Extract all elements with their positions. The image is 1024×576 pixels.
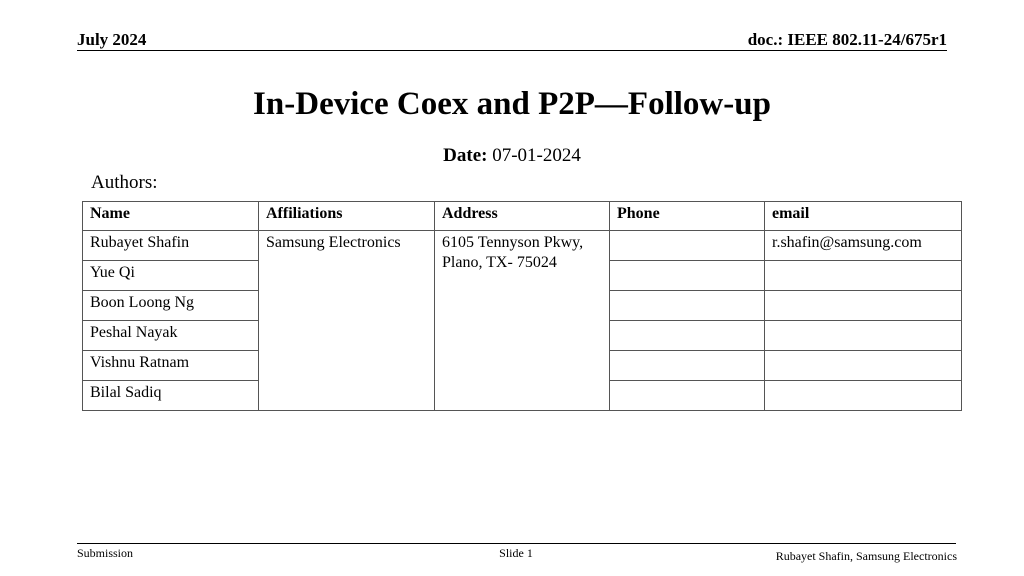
author-phone xyxy=(610,261,765,291)
author-email xyxy=(765,351,962,381)
author-email xyxy=(765,381,962,411)
author-phone xyxy=(610,381,765,411)
footer-submission: Submission xyxy=(77,546,134,560)
col-header-address: Address xyxy=(435,202,610,231)
author-address xyxy=(435,231,610,411)
footer-rule xyxy=(77,543,956,544)
author-email xyxy=(765,261,962,291)
author-phone xyxy=(610,351,765,381)
col-header-name: Name xyxy=(83,202,259,231)
author-name: Peshal Nayak xyxy=(83,321,259,351)
author-name: Rubayet Shafin xyxy=(83,231,259,261)
col-header-phone: Phone xyxy=(610,202,765,231)
author-email xyxy=(765,291,962,321)
date-label: Date: xyxy=(443,145,488,166)
author-affiliation: Samsung Electronics xyxy=(259,231,435,411)
header-date: July 2024 xyxy=(77,30,147,49)
author-name: Boon Loong Ng xyxy=(83,291,259,321)
author-phone xyxy=(610,291,765,321)
address-line-2: Plano, TX- 75024 xyxy=(442,254,557,271)
authors-table xyxy=(82,201,962,411)
author-phone xyxy=(610,231,765,261)
table-row xyxy=(83,231,962,261)
author-name: Bilal Sadiq xyxy=(83,381,259,411)
author-email xyxy=(765,321,962,351)
slide-date xyxy=(0,145,1024,167)
col-header-affiliations: Affiliations xyxy=(259,202,435,231)
footer-slide-number: Slide 1 xyxy=(499,546,533,560)
author-phone xyxy=(610,321,765,351)
col-header-email: email xyxy=(765,202,962,231)
author-name: Vishnu Ratnam xyxy=(83,351,259,381)
author-email: r.shafin@samsung.com xyxy=(765,231,962,261)
footer-author: Rubayet Shafin, Samsung Electronics xyxy=(775,549,957,563)
address-line-1: 6105 Tennyson Pkwy, xyxy=(442,234,584,251)
slide-title: In-Device Coex and P2P—Follow-up xyxy=(253,86,771,122)
date-value: 07-01-2024 xyxy=(492,145,581,166)
table-header-row xyxy=(83,202,962,231)
author-name: Yue Qi xyxy=(83,261,259,291)
authors-label: Authors: xyxy=(91,172,158,193)
header-rule xyxy=(77,50,947,51)
header-doc-id: doc.: IEEE 802.11-24/675r1 xyxy=(747,30,947,49)
